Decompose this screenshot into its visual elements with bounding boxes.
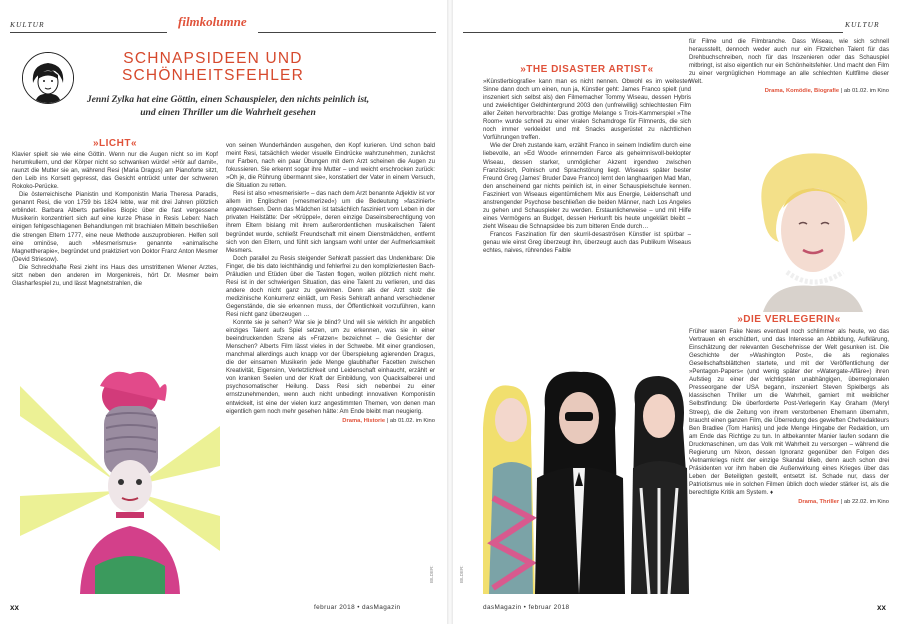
film-credit-disaster-artist <box>689 87 889 95</box>
right-column-2-top <box>689 38 889 95</box>
paragraph: »Künstlerbiografie« kann man es nicht nennen. Obwohl es im weitesten Sinne dann doch um einen, nun ja, Künstler geht: James Franco spielt (und inszeniert sich selbst als) den Filmemacher Tommy Wiseau, dessen Hybris und zwielichtiger Geldhintergrund 2003 den (unfreiwillig) schlechtesten Film aller Zeiten hervorbrachte: Das grottige Melange s Trois-Kammerspiel »The Room« wurde schnell zu einer viralen Schamdroge für Filmnerds, die sich noch immer verkleidet und mit Snacks ausgerüstet zu nächtlichen Vorführungen treffen. <box>483 78 691 142</box>
right-column-2-bottom <box>689 316 889 506</box>
section-heading-verlegerin: »DIE VERLEGERIN« <box>737 314 841 325</box>
right-page <box>453 0 900 624</box>
page-number-right: xx <box>877 603 886 612</box>
section-heading-licht: »LICHT« <box>92 138 138 149</box>
paragraph: Konnte sie je sehen? War sie je blind? Und will sie wirklich ihr angeblich einziges Talent aufs Spiel setzen, um zu erkennen, was sie in einer beeindruckenden Szene als »Fratzen« bezeichnet – die Gesichter der Menschen? Alberts Film lässt vieles in der Schwebe. Mit einer grandiosen, manchmal allerdings auch knapp vor der Überspielung agierenden Dragus, die der einsamen Musikerin jede Menge glaubhafter Facetten zwischen Kreativität, Eigensinn, Verletzlichkeit und Leidenschaft einhaucht, erzählt er von kranken Seelen und der Kraft der Einbildung, von Quacksalberei und psychosomatischer Heilung. Dass Resi sich nebenbei zu einer ernstzunehmenden, wenn auch nicht unbedingt innovativen Komponistin entwickelt, ist eine der vielen kurz angestimmten Themen, von denen man eigentlich gern noch mehr gesehen hätte: Am Ende bleibt man neugierig. <box>226 319 435 415</box>
disaster-artist-illustration <box>475 368 699 594</box>
film-credit-licht <box>226 417 435 425</box>
paragraph: für Filme und die Filmbranche. Dass Wiseau, wie sich schnell herausstellt, dennoch weder auch nur ein Fitzelchen Talent für das Drehbuchschreiben, noch für das Inszenieren oder das Schauspiel mitbringt, ist also eigentlich nur ein Schönheitsfehler. Und macht den Film zu einer vergnüglichen Hommage an alle schlechten Kultfilme dieser Welt. <box>689 38 889 86</box>
paragraph: Früher waren Fake News eventuell noch schlimmer als heute, wo das Vertrauen eh erschüttert, und das Interesse an Abbildung, Aufklärung, Einschätzung der relevanten Geschehnisse der Welt gesunken ist. Die Geschichte der »Washington Post«, die als regionales Gesellschaftsblättchen startete, und mit der Veröffentlichung der »Pentagon-Papers« (und wenig später der »Watergate-Affäre«) ihren Aufstieg zu einer der wichtigsten unabhängigen, überregionalen Presseorgane der USA begann, inszeniert Steven Spielbergs als klassischen Thriller um die Wahrheit, garniert mit weiblicher Selbstfindung: Die überforderte Post-Verlegerin Kay Graham (Meryl Streep), die die Zeitung von ihrem verstorbenen Ehemann übernahm, braucht einen ganzen Film, die Überredung des gewieften Chefredakteurs Ben Bradlee (Tom Hanks) und jede Menge Hingabe der Redaktion, um am Ende das Richtige zu tun. In altbekannter Manier laufen sodann die Druckmaschinen, um das Volk mit Wahrheit zu versorgen – während die Regierung um Nixon, dessen Ignoranz gegenüber den Folgen des Vietnamkriegs nicht der einzige Skandal blieb, denn auch schon drei Präsidenten vor ihm haben die Außenwirkung eines Krieges über das Leben der Beteiligten gestellt, entsetzt ist. Schade nur, dass der Patriotismus wie in solchen Filmen üblich doch wieder stärker ist, als die berechtigte Kritik am System. ♦ <box>689 328 889 496</box>
paragraph: Resi ist also »mesmerisiert« – das nach dem Arzt benannte Adjektiv ist vor allem im Englischen (»mesmerized«) um die Bedeutung »fasziniert« angewachsen. Denn das Mädchen ist tatsächlich fasziniert vom Leben in der privaten Heilstätte: Der »Krüppel«, deren einzige Daseinsberechtigung von ihrem Eltern bislang mit ihrem außerordentlichen musikalischen Talent begründet wurde, schließt Freundschaft mit einem Dienstmädchen, entfernt sich von den Eltern, und fühlt sich langsam wohl unter der Aufmerksamkeit Mesmers. <box>226 190 435 254</box>
genre-label: Drama, Thriller <box>798 499 840 506</box>
right-column-1 <box>483 66 691 255</box>
ressort-label: KULTUR <box>845 20 880 29</box>
column-name: filmkolumne <box>178 14 247 29</box>
paragraph: Francos Faszination für den skurril-desaströsen Künstler ist spürbar – genau wie einst Greg überzeugt ihn, überzeugt auch das Publikum Wiseaus echtes, naives, rührendes Faible <box>483 230 691 255</box>
headline: SCHNAPSIDEEN UND SCHÖNHEITSFEHLER <box>122 50 304 84</box>
header-rule-right <box>258 32 436 33</box>
release-date: | ab 22.02. im Kino <box>839 499 889 506</box>
film-credit-verlegerin <box>689 498 889 506</box>
paragraph: Die österreichische Pianistin und Komponistin Maria Theresa Paradis, genannt Resi, die von 1759 bis 1824 lebte, war mit drei Jahren plötzlich erblindet. Barbara Alberts partielles Biopic über die fast vergessene Musikerin konzentriert sich auf eine kurze Phase in Resis Leben: Nach einigen fehlgeschlagenen Behandlungen mit brachialen Mitteln beschließen die strengen Eltern 1777, eine neue Methode auszuprobieren. Helfen soll eine ominöse, auch »Mesmerismus« genannte »animalische Magnettherapie«, begründet und praktiziert von Doktor Franz Anton Mesmer (Devid Striesow). <box>12 191 218 263</box>
page-number-left: xx <box>10 603 19 612</box>
ressort-label: KULTUR <box>10 20 45 29</box>
image-credit: BILDER: <box>459 565 464 583</box>
genre-label: Drama, Historie <box>342 417 386 424</box>
paragraph: Doch parallel zu Resis steigender Sehkraft passiert das Undenkbare: Die Finger, die bis dato leichthändig und fehlerfrei zu den kompliziertesten Bach-Präludien und Etüden über die Tasten flogen, wollen plötzlich nicht mehr. Resi ist in der schwierigen Situation, das eine Talent zu verlieren, und das andere doch nicht ganz zu gewinnen. Denn als der Arzt stolz die medizinische Konkurrenz einlädt, um Resis Sehkraft anhand verschiedener Gegenstände, die sie erkennen muss, der Öffentlichkeit vorzuführen, kann Resi nicht ganz überzeugen … <box>226 254 435 318</box>
release-date: | ab 01.02. im Kino <box>385 417 435 424</box>
verlegerin-illustration <box>743 142 883 312</box>
left-column-2 <box>226 142 435 425</box>
header-rule <box>463 32 843 33</box>
paragraph: von seinen Wunderhänden ausgehen, den Kopf kurieren. Und schon bald meint Resi, tatsächlich wieder visuelle Eindrücke wahrzunehmen, zunächst nur Farben, nach ein paar Übungen mit dem Arzt scheinen die Augen zu fokussieren. Sie erkennt sogar ihre Mutter – und weicht erschrocken zurück: »Oh je, die Rührung übermannt sie«, konstatiert der Vater in einem Versuch, die Situation zu retten. <box>226 142 435 190</box>
author-avatar <box>22 52 74 104</box>
left-page <box>0 0 447 624</box>
release-date: | ab 01.02. im Kino <box>839 88 889 95</box>
paragraph: Klavier spielt sie wie eine Göttin. Wenn nur die Augen nicht so im Kopf herumkullern, und der Körper nicht so schwanken würde! »Hör auf damit«, raunzt die Mutter sie an, während Resi (Maria Dragus) am Pianoforte sitzt, den Leib ins Korsett gepresst, das Gesicht entrückt unter der schweren Rokoko-Perücke. <box>12 151 218 191</box>
header-rule-left <box>10 32 167 33</box>
folio-right: dasMagazin • februar 2018 <box>483 604 570 611</box>
folio-left: februar 2018 • dasMagazin <box>314 604 401 611</box>
section-heading-disaster-artist: »THE DISASTER ARTIST« <box>520 64 654 75</box>
image-credit: BILDER: <box>429 565 434 583</box>
left-column-1 <box>12 140 218 288</box>
article-deck: Jenni Zylka hat eine Göttin, einen Schauspieler, den nichts peinlich ist, und einen Thriller um die Wahrheit gesehen <box>86 94 370 118</box>
genre-label: Drama, Komödie, Biografie <box>764 88 840 95</box>
paragraph: Die Schreckhafte Resi zieht ins Haus des umstrittenen Wiener Arztes, sitzt neben den anderen im Morgenkreis, hört Dr. Mesmer beim Glasharfespiel zu, und lässt Magnetstrahlen, die <box>12 263 218 287</box>
paragraph: Wie der Dreh zustande kam, erzählt Franco in seinem Indiefilm durch eine liebevolle, an »Ed Wood« erinnernden Farce als geheimnisvoll-beklopter Wiseau, dessen starker, unmöglicher Akzent irgendwo zwischen Französisch, Polnisch und Sprachstörung liegt. Wiseaus später bester Freund Greg (James' Bruder Dave Franco) lernt den langhaarigen Mad Man, den anscheinend gar nichts peinlich ist, in einer Schauspielschule kennen. Fasziniert von Wiseaus eigentümlichem Mix aus Energie, Leidenschaft und anstrengender Psychose beschließen die beiden Männer, nach Los Angeles zu gehen und Schauspieler zu werden. Erstaunlicherweise – und mit Hilfe eines Vermögens an Budget, dessen Herkunft bis heute ungeklärt bleibt – zieht Wiseau die Schnapsidee bis zum bitteren Ende durch… <box>483 142 691 230</box>
resi-illustration <box>20 366 220 594</box>
